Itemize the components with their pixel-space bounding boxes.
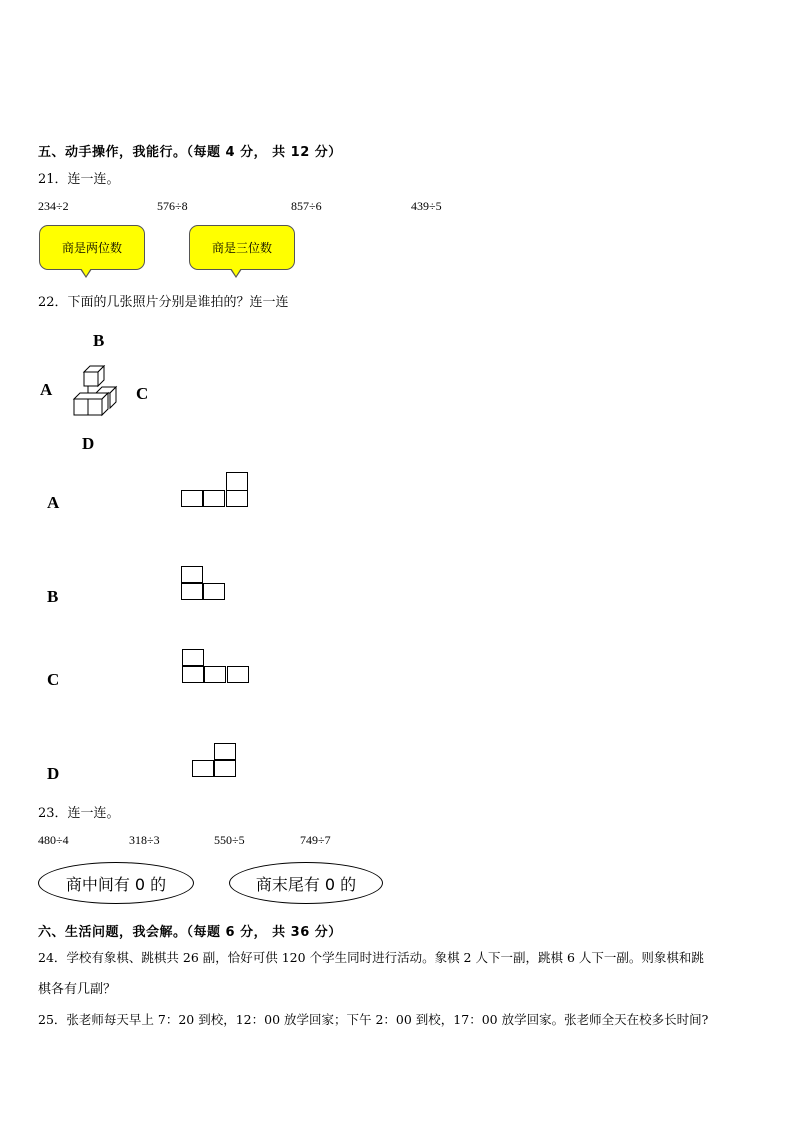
view-label-c: C xyxy=(47,670,60,689)
callout-three-digit-quotient xyxy=(189,225,295,270)
oval-label: 商末尾有 0 的 xyxy=(255,874,357,894)
view-label-a: A xyxy=(47,493,60,512)
position-label-right: C xyxy=(136,384,149,403)
section-6-heading: 六、生活问题，我会解。（每题 6 分， 共 36 分） xyxy=(38,925,342,940)
section-5-heading: 五、动手操作，我能行。（每题 4 分， 共 12 分） xyxy=(38,145,342,160)
oval-middle-zero xyxy=(38,862,194,904)
callout-two-digit-quotient xyxy=(39,225,145,270)
q23-expression: 480÷4 xyxy=(38,833,69,847)
question-21-title: 21．连一连。 xyxy=(38,172,120,187)
position-label-top: B xyxy=(93,331,105,350)
q21-expression: 857÷6 xyxy=(291,199,322,213)
question-25-text: 25．张老师每天早上 7：20 到校，12：00 放学回家；下午 2：00 到校，17：00 放学回家。张老师全天在校多长时间? xyxy=(38,1012,709,1027)
q23-expression: 749÷7 xyxy=(300,833,331,847)
view-label-b: B xyxy=(47,587,59,606)
question-23-title: 23．连一连。 xyxy=(38,806,120,821)
question-22-title: 22．下面的几张照片分别是谁拍的？连一连 xyxy=(38,295,289,310)
position-label-left: A xyxy=(40,380,53,399)
q21-expression: 234÷2 xyxy=(38,199,69,213)
q21-expression: 576÷8 xyxy=(157,199,188,213)
view-label-d: D xyxy=(47,764,60,783)
callout-label: 商是三位数 xyxy=(211,241,272,255)
position-label-bottom: D xyxy=(82,434,95,453)
q21-expression: 439÷5 xyxy=(411,199,442,213)
cube-stack-figure xyxy=(72,365,120,419)
oval-label: 商中间有 0 的 xyxy=(65,874,167,894)
oval-end-zero xyxy=(229,862,383,904)
q23-expression: 318÷3 xyxy=(129,833,160,847)
question-24-text-continued: 棋各有几副？ xyxy=(38,982,117,997)
q23-expression: 550÷5 xyxy=(214,833,245,847)
question-24-text: 24．学校有象棋、跳棋共 26 副，恰好可供 120 个学生同时进行活动。象棋 2 人下一副，跳棋 6 人下一副。则象棋和跳 xyxy=(38,950,704,965)
callout-label: 商是两位数 xyxy=(61,241,122,255)
